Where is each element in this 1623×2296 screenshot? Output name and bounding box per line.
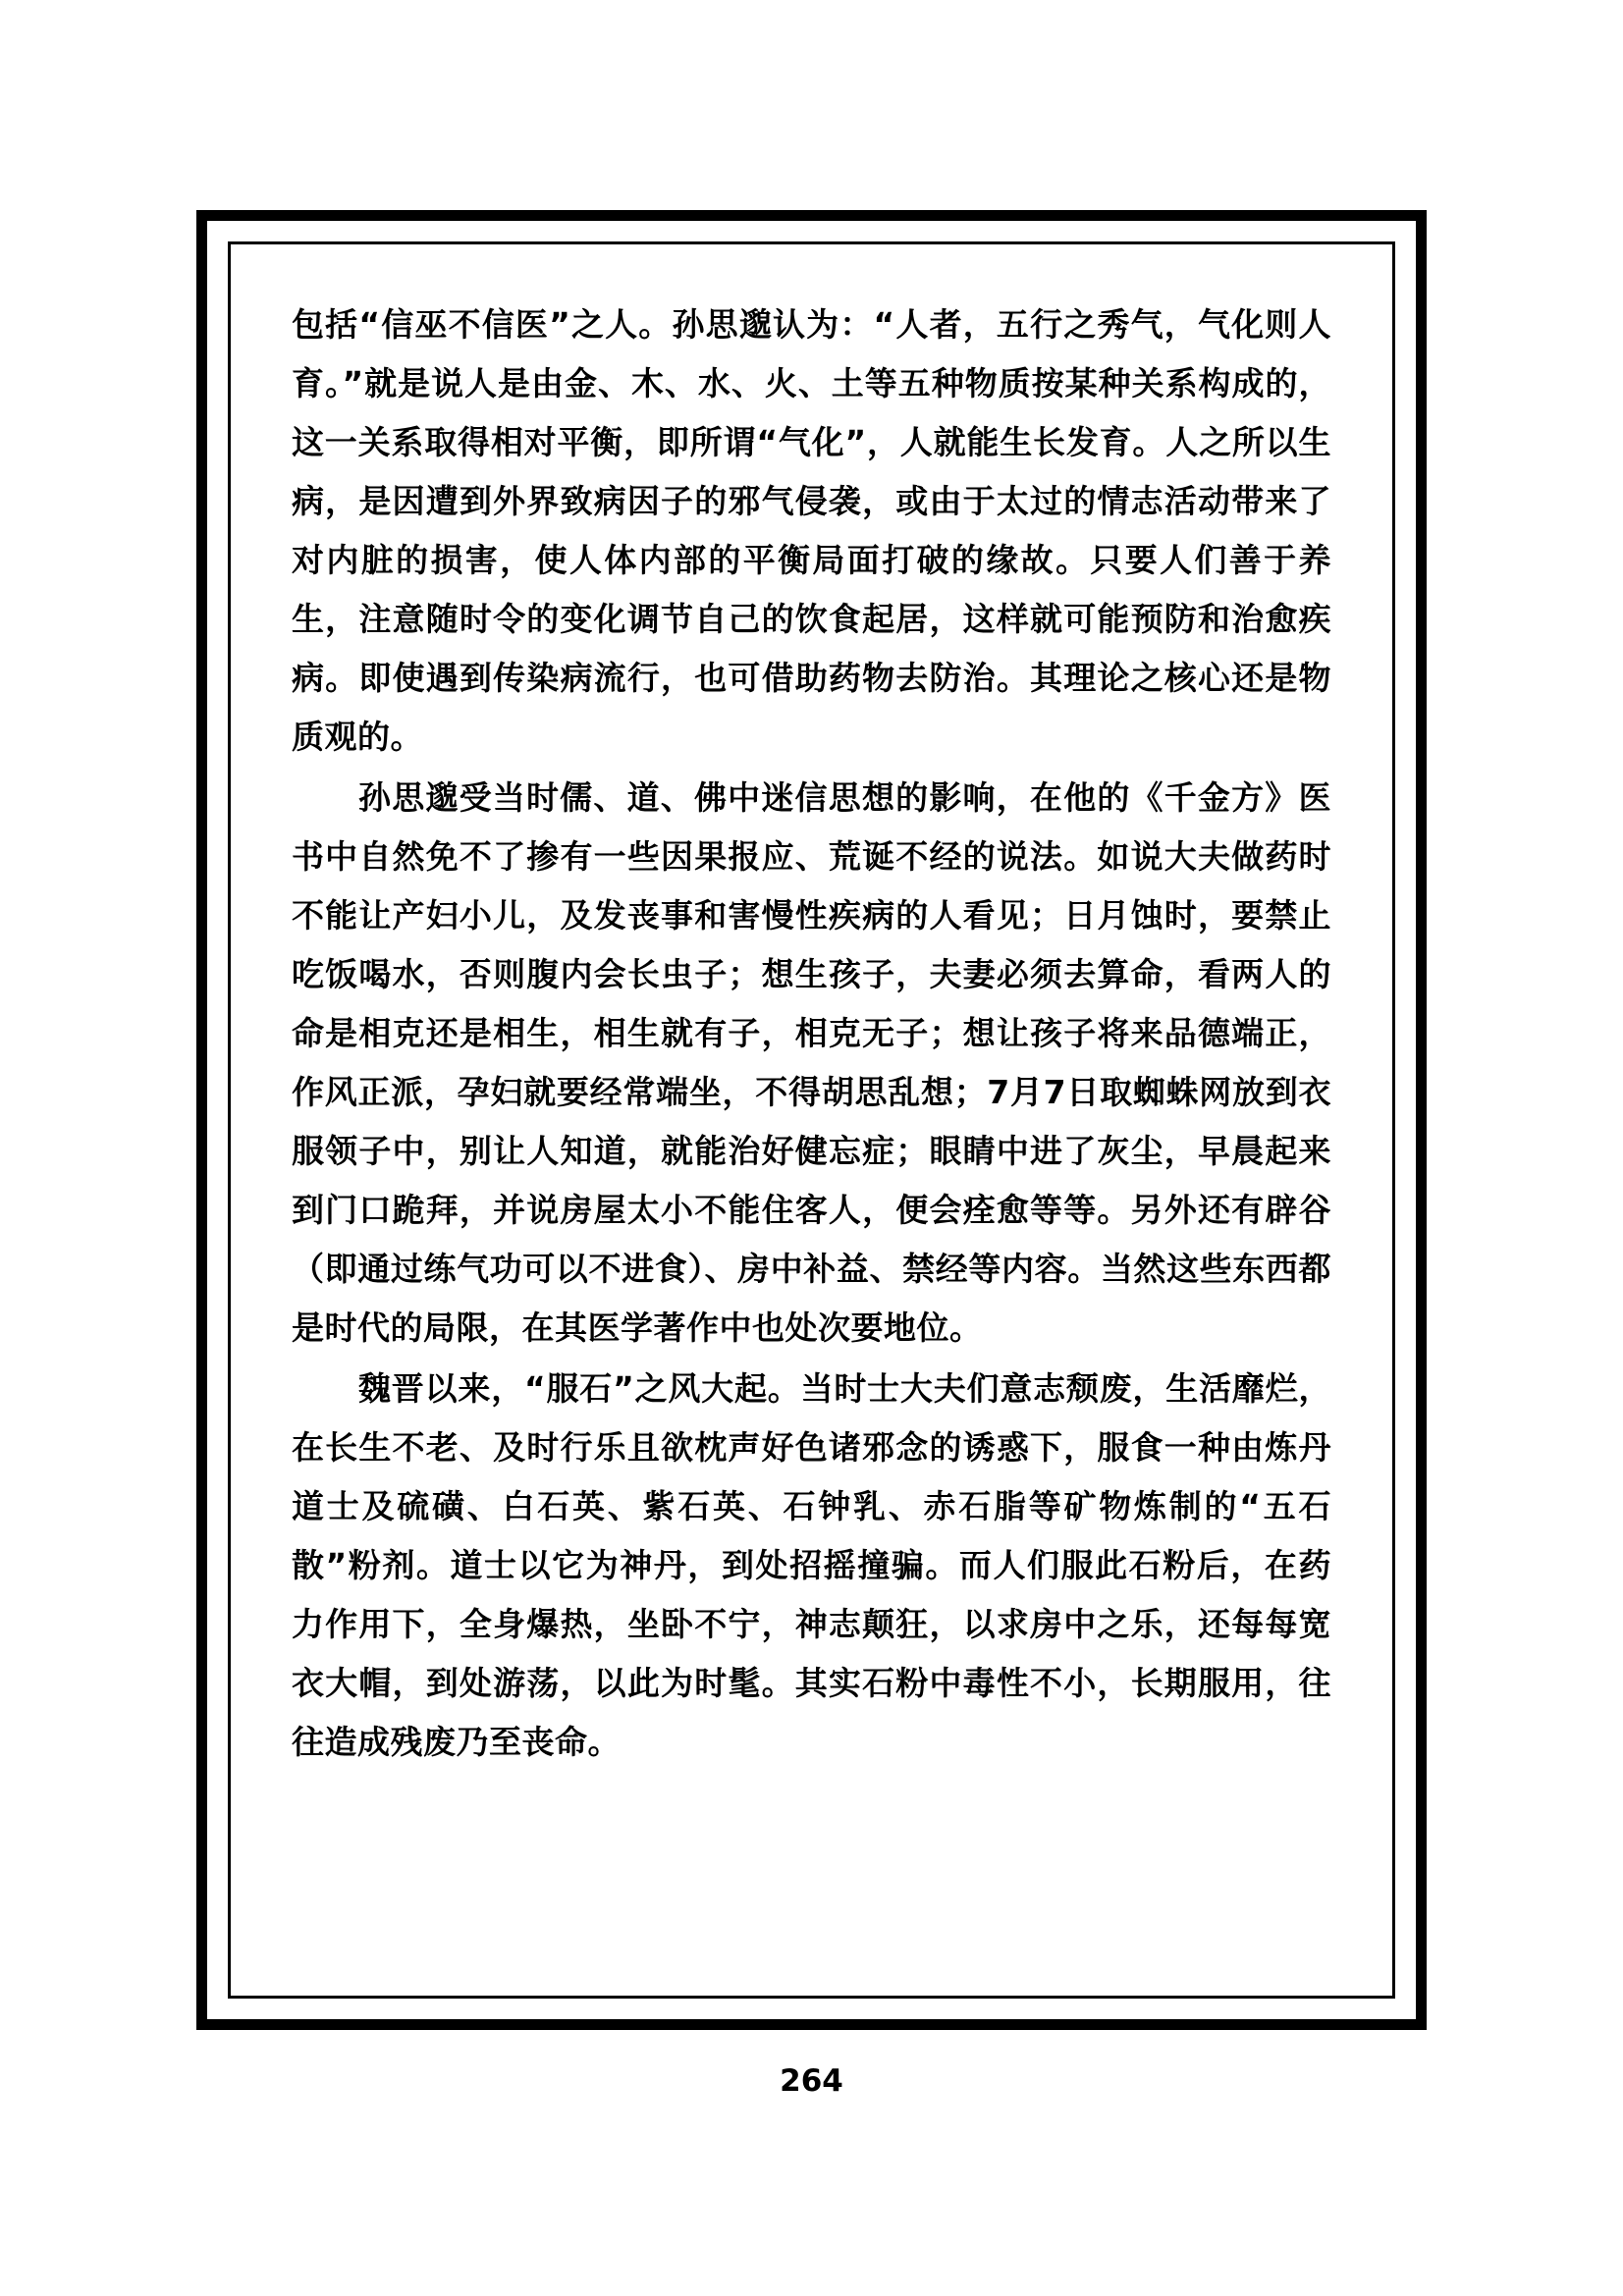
- paragraph-1: 包括“信巫不信医”之人。孙思邈认为：“人者，五行之秀气，气化则人育。”就是说人是由金、木、水、火、土等五种物质按某种关系构成的，这一关系取得相对平衡，即所谓“气化”，人就能生长发育。人之所以生病，是因遭到外界致病因子的邪气侵袭，或由于太过的情志活动带来了对内脏的损害，使人体内部的平衡局面打破的缘故。只要人们善于养生，注意随时令的变化调节自己的饮食起居，这样就可能预防和治愈疾病。即使遇到传染病流行，也可借助药物去防治。其理论之核心还是物质观的。: [292, 305, 1331, 756]
- page-border-inner: [228, 241, 1395, 1999]
- paragraph-3: 魏晋以来，“服石”之风大起。当时士大夫们意志颓废，生活靡烂，在长生不老、及时行乐且欲枕声好色诸邪念的诱惑下，服食一种由炼丹道士及硫磺、白石英、紫石英、石钟乳、赤石脂等矿物炼制的“五石散”粉剂。道士以它为神丹，到处招摇撞骗。而人们服此石粉后，在药力作用下，全身爆热，坐卧不宁，神志颠狂，以求房中之乐，还每每宽衣大帽，到处游荡，以此为时髦。其实石粉中毒性不小，长期服用，往往造成残废乃至丧命。: [292, 1369, 1331, 1761]
- paragraph-2: 孙思邈受当时儒、道、佛中迷信思想的影响，在他的《千金方》医书中自然免不了掺有一些因果报应、荒诞不经的说法。如说大夫做药时不能让产妇小儿，及发丧事和害慢性疾病的人看见；日月蚀时，要禁止吃饭喝水，否则腹内会长虫子；想生孩子，夫妻必须去算命，看两人的命是相克还是相生，相生就有子，相克无子；想让孩子将来品德端正，作风正派，孕妇就要经常端坐，不得胡思乱想；7月7日取蜘蛛网放到衣服领子中，别让人知道，就能治好健忘症；眼睛中进了灰尘，早晨起来到门口跪拜，并说房屋太小不能住客人，便会痊愈等等。另外还有辟谷（即通过练气功可以不进食）、房中补益、禁经等内容。当然这些东西都是时代的局限，在其医学著作中也处次要地位。: [292, 778, 1331, 1347]
- page-number: 264: [780, 2063, 843, 2099]
- page-text-body: [292, 295, 1331, 1966]
- page-border-outer: [196, 210, 1427, 2030]
